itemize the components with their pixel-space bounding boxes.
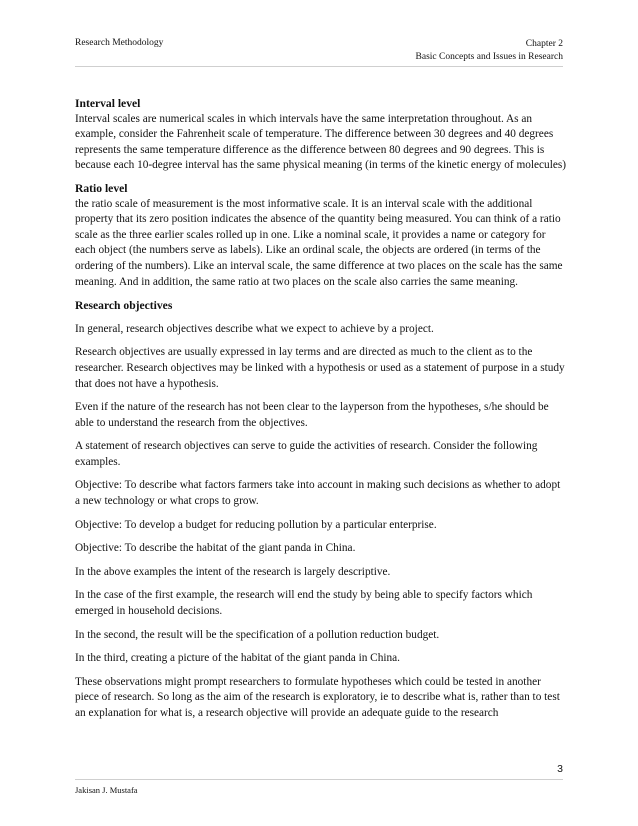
- running-header-title: Research Methodology: [75, 38, 164, 48]
- objective-paragraph: Objective: To develop a budget for reducing pollution by a particular enterprise.: [75, 518, 437, 531]
- research-objectives-heading: Research objectives: [75, 299, 173, 313]
- paragraph: In the above examples the intent of the research is largely descriptive.: [75, 565, 391, 578]
- header-chapter-number: Chapter 2: [525, 39, 563, 49]
- paragraph: In general, research objectives describe what we expect to achieve by a project.: [75, 322, 434, 335]
- interval-level-heading: Interval level: [75, 97, 141, 110]
- footer-divider: [75, 779, 563, 780]
- header-divider: [75, 66, 563, 67]
- page-number: 3: [557, 763, 563, 775]
- paragraph: A statement of research objectives can serve to guide the activities of research. Consider the following examples.: [75, 440, 538, 468]
- page-body: [75, 96, 567, 722]
- ratio-level-text: the ratio scale of measurement is the most informative scale. It is an interval scale with the additional property that its zero position indicates the absence of the quantity being measured. You can think of a ratio scale as the three earlier scales rolled up in one. Like a nominal scale, it provides a name or category for each object (the numbers serve as labels). Like an ordinal scale, the objects are ordered (in terms of the ordering of the numbers). Like an interval scale, the same difference at two places on the scale has the same meaning. And in addition, the same ratio at two places on the scale also carries the same meaning.: [75, 197, 563, 288]
- objective-paragraph: Objective: To describe the habitat of the giant panda in China.: [75, 542, 356, 555]
- header-chapter-title: Basic Concepts and Issues in Research: [415, 52, 563, 62]
- running-header-chapter: [416, 38, 563, 64]
- objective-paragraph: Objective: To describe what factors farmers take into account in making such decisions as whether to adopt a new technology or what crops to grow.: [75, 479, 561, 508]
- paragraph: In the case of the first example, the research will end the study by being able to specify factors which emerged in household decisions.: [75, 589, 533, 618]
- ratio-level-heading: Ratio level: [75, 181, 128, 195]
- paragraph: In the third, creating a picture of the habitat of the giant panda in China.: [75, 652, 400, 665]
- paragraph: In the second, the result will be the specification of a pollution reduction budget.: [75, 628, 440, 641]
- paragraph: These observations might prompt researchers to formulate hypotheses which could be tested in another piece of research. So long as the aim of the research is exploratory, ie to describe what is, rather than to test an explanation for what is, a research objective will provide an adequate guide to the research: [75, 675, 560, 719]
- paragraph: Research objectives are usually expressed in lay terms and are directed as much to the client as to the researcher. Research objectives may be linked with a hypothesis or used as a statement of purpose in a study that does not have a hypothesis.: [75, 346, 565, 390]
- interval-level-text: Interval scales are numerical scales in which intervals have the same interpretation throughout. As an example, consider the Fahrenheit scale of temperature. The difference between 30 degrees and 40 degrees represents the same temperature difference as the difference between 80 degrees and 90 degrees. This is because each 10-degree interval has the same physical meaning (in terms of the kinetic energy of molecules): [75, 112, 567, 172]
- paragraph: Even if the nature of the research has not been clear to the layperson from the hypotheses, s/he should be able to understand the research from the objectives.: [75, 401, 549, 429]
- footer-author: Jakisan J. Mustafa: [75, 785, 138, 795]
